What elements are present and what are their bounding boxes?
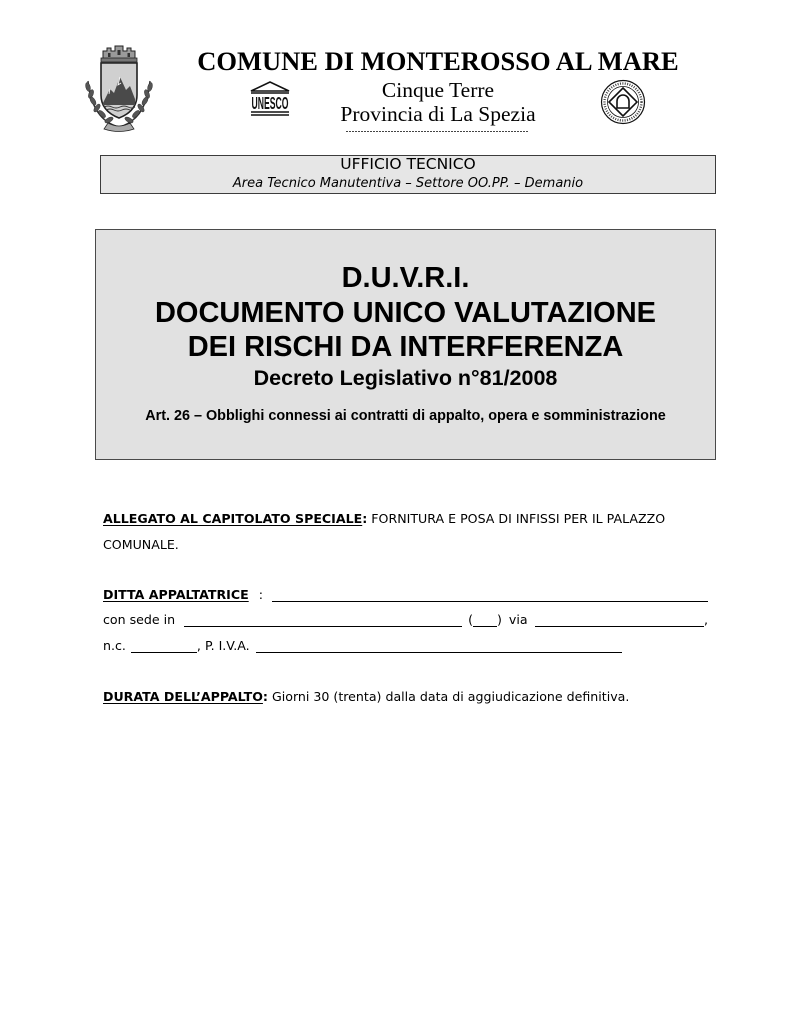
- municipality-title: COMUNE DI MONTEROSSO AL MARE: [197, 46, 679, 76]
- annex-line-1: [103, 511, 665, 527]
- decree-reference: Decreto Legislativo n°81/2008: [253, 366, 558, 390]
- city-blank-field: [184, 626, 462, 627]
- header-divider: [346, 131, 528, 132]
- duration-label: DURATA DELL’APPALTO: [103, 689, 263, 704]
- contractor-separator: :: [258, 587, 263, 602]
- coat-of-arms-icon: [79, 43, 159, 133]
- unesco-logo-text: UNESCO: [251, 94, 289, 114]
- number-comma: ,: [196, 638, 201, 653]
- seat-comma: ,: [703, 612, 708, 627]
- vat-label: P. I.V.A.: [204, 638, 250, 653]
- street-label: via: [508, 612, 528, 627]
- office-title: UFFICIO TECNICO: [340, 155, 476, 173]
- area-subtitle: Cinque Terre: [381, 78, 495, 102]
- seat-line: [103, 612, 708, 628]
- annex-colon: :: [362, 511, 368, 526]
- contractor-line: [103, 587, 708, 603]
- province-blank-field: [473, 626, 497, 627]
- province-paren-close: ): [497, 612, 502, 627]
- street-blank-field: [535, 626, 704, 627]
- document-title-line-2: DEI RISCHI DA INTERFERENZA: [187, 331, 624, 363]
- seat-prefix: con sede in: [103, 612, 176, 627]
- annex-line-2: [103, 537, 179, 553]
- province-paren-open: (: [468, 612, 473, 627]
- document-title-box: [95, 229, 716, 460]
- province-subtitle: Provincia di La Spezia: [340, 102, 536, 126]
- vat-blank-field: [256, 652, 622, 653]
- world-heritage-emblem-icon: [600, 79, 646, 125]
- duration-colon: :: [262, 689, 268, 704]
- annex-text: FORNITURA E POSA DI INFISSI PER IL PALAZZO: [371, 511, 666, 526]
- annex-label: ALLEGATO AL CAPITOLATO SPECIALE: [103, 511, 363, 526]
- contractor-blank-field: [272, 601, 708, 602]
- unesco-logo-icon: [248, 80, 292, 118]
- house-number-blank-field: [131, 652, 197, 653]
- article-reference: Art. 26 – Obblighi connessi ai contratti di appalto, opera e somministrazione: [145, 408, 666, 424]
- annex-text-continued: COMUNALE.: [103, 537, 179, 552]
- number-vat-line: [103, 638, 622, 654]
- duration-text: Giorni 30 (trenta) dalla data di aggiudicazione definitiva.: [271, 689, 630, 704]
- duration-line: [103, 689, 629, 705]
- office-box: [100, 155, 716, 194]
- document-acronym: D.U.V.R.I.: [341, 262, 470, 294]
- house-number-label: n.c.: [103, 638, 126, 653]
- contractor-label: DITTA APPALTATRICE: [103, 587, 249, 602]
- office-subtitle: Area Tecnico Manutentiva – Settore OO.PP. – Demanio: [232, 176, 584, 191]
- document-title-line-1: DOCUMENTO UNICO VALUTAZIONE: [154, 297, 657, 329]
